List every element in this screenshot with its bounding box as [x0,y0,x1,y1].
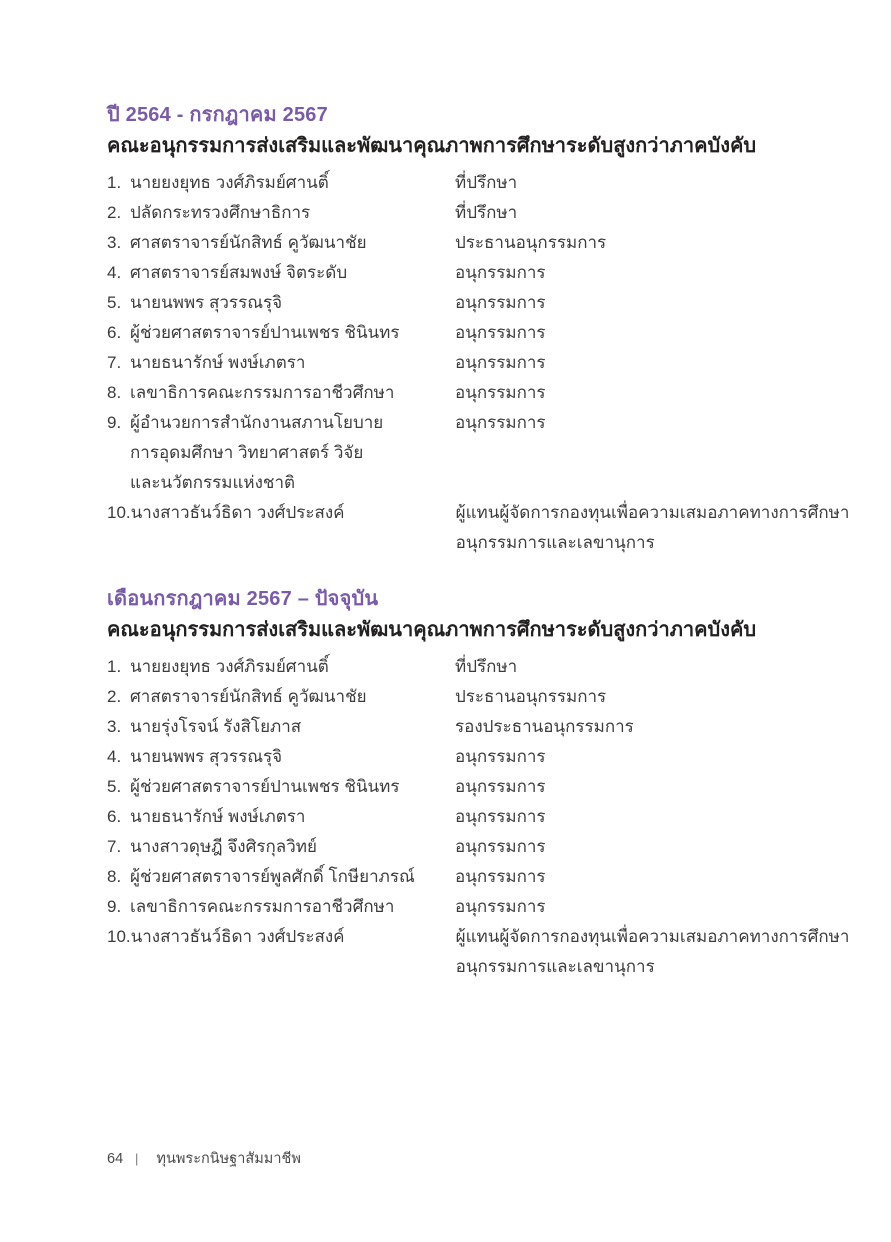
text-line: และนวัตกรรมแห่งชาติ [130,473,296,492]
text-line: นายนพพร สุวรรณรุจิ [130,293,283,312]
member-name [130,682,455,712]
member-number: 8. [107,867,122,886]
member-row [107,318,817,348]
period-heading: ปี 2564 - กรกฎาคม 2567 [107,104,328,126]
committee-heading: คณะอนุกรรมการส่งเสริมและพัฒนาคุณภาพการศึกษาระดับสูงกว่าภาคบังคับ [107,619,757,641]
member-name [130,742,455,772]
footer-divider-bar: | [135,1151,139,1166]
text-line: อนุกรรมการและเลขานุการ [455,957,655,976]
member-number: 3. [107,233,122,252]
text-line: ประธานอนุกรรมการ [455,233,607,252]
member-row [107,288,817,318]
member-row [107,348,817,378]
text-line: นายยงยุทธ วงศ์ภิรมย์ศานติ์ [130,173,329,192]
member-role [455,228,817,258]
text-line: อนุกรรมการ [455,353,546,372]
text-line: การอุดมศึกษา วิทยาศาสตร์ วิจัย [130,443,364,462]
member-name [130,712,455,742]
text-line: นายรุ่งโรจน์ รังสิโยภาส [130,717,302,736]
member-name [130,408,455,498]
text-line: ที่ปรึกษา [455,173,518,192]
member-row [107,892,817,922]
member-name [130,772,455,802]
member-role [456,498,850,558]
text-line: ผู้แทนผู้จัดการกองทุนเพื่อความเสมอภาคทางการศึกษา [455,503,850,522]
text-line: นายยงยุทธ วงศ์ภิรมย์ศานติ์ [130,657,329,676]
member-name [131,922,456,952]
period-heading: เดือนกรกฎาคม 2567 – ปัจจุบัน [107,588,379,610]
member-number: 6. [107,807,122,826]
text-line: ผู้ช่วยศาสตราจารย์ปานเพชร ชินินทร [130,777,400,796]
text-line: ศาสตราจารย์นักสิทธ์ คูวัฒนาชัย [130,233,367,252]
member-number: 1. [107,173,122,192]
member-number: 10. [107,927,131,946]
member-row [107,742,817,772]
text-line: ประธานอนุกรรมการ [455,687,607,706]
member-role [455,168,817,198]
member-role [455,682,817,712]
member-name [130,228,455,258]
text-line: อนุกรรมการ [455,897,546,916]
member-number: 8. [107,383,122,402]
member-role [455,862,817,892]
member-name [130,892,455,922]
text-line: นายนพพร สุวรรณรุจิ [130,747,283,766]
member-role [455,772,817,802]
text-line: อนุกรรมการ [455,413,546,432]
book-title: ทุนพระกนิษฐาสัมมาชีพ [156,1151,301,1167]
text-line: ผู้ช่วยศาสตราจารย์พูลศักดิ์ โกษียาภรณ์ [130,867,415,886]
member-name [130,832,455,862]
committee-heading: คณะอนุกรรมการส่งเสริมและพัฒนาคุณภาพการศึกษาระดับสูงกว่าภาคบังคับ [107,135,757,157]
member-number: 3. [107,717,122,736]
member-role [455,348,817,378]
member-name [130,802,455,832]
member-role [455,652,817,682]
member-row [107,832,817,862]
member-number: 2. [107,203,122,222]
text-line: อนุกรรมการ [455,807,546,826]
member-number: 6. [107,323,122,342]
text-line: ผู้อำนวยการสำนักงานสภานโยบาย [130,413,384,432]
member-row [107,682,817,712]
text-line: อนุกรรมการ [455,383,546,402]
text-line: ศาสตราจารย์นักสิทธ์ คูวัฒนาชัย [130,687,367,706]
member-number: 5. [107,777,122,796]
text-line: นางสาวธันว์ธิดา วงศ์ประสงค์ [130,927,345,946]
member-name [130,198,455,228]
text-line: อนุกรรมการ [455,777,546,796]
text-line: ผู้ช่วยศาสตราจารย์ปานเพชร ชินินทร [130,323,400,342]
member-row [107,802,817,832]
member-role [455,892,817,922]
text-line: นายธนารักษ์ พงษ์เภตรา [130,353,306,372]
section-2564-to-jul-2567 [107,102,850,558]
text-line: เลขาธิการคณะกรรมการอาชีวศึกษา [130,897,395,916]
section-jul-2567-to-present [107,586,850,982]
member-row [107,862,817,892]
member-name [130,348,455,378]
member-role [456,922,850,982]
text-line: ศาสตราจารย์สมพงษ์ จิตระดับ [130,263,348,282]
member-name [130,168,455,198]
member-role [455,712,817,742]
member-list [107,168,850,558]
member-row [107,408,817,498]
member-row [107,228,817,258]
text-line: อนุกรรมการ [455,867,546,886]
member-role [455,198,817,228]
page-footer [107,1148,301,1170]
text-line: อนุกรรมการ [455,263,546,282]
member-row [107,378,817,408]
member-name [131,498,456,528]
member-row [107,258,817,288]
text-line: ปลัดกระทรวงศึกษาธิการ [130,203,311,222]
member-row [107,772,817,802]
member-row [107,168,817,198]
text-line: อนุกรรมการ [455,747,546,766]
text-line: นางสาวธันว์ธิดา วงศ์ประสงค์ [130,503,345,522]
text-line: นายธนารักษ์ พงษ์เภตรา [130,807,306,826]
text-line: อนุกรรมการ [455,323,546,342]
text-line: รองประธานอนุกรรมการ [455,717,634,736]
text-line: ที่ปรึกษา [455,203,518,222]
member-name [130,378,455,408]
page-content [107,102,850,982]
member-role [455,832,817,862]
member-number: 5. [107,293,122,312]
text-line: ที่ปรึกษา [455,657,518,676]
member-number: 10. [107,503,131,522]
member-role [455,318,817,348]
member-role [455,288,817,318]
member-role [455,802,817,832]
member-row [107,498,850,558]
member-row [107,712,817,742]
member-list [107,652,850,982]
text-line: ผู้แทนผู้จัดการกองทุนเพื่อความเสมอภาคทางการศึกษา [455,927,850,946]
member-number: 2. [107,687,122,706]
member-number: 7. [107,837,122,856]
member-row [107,198,817,228]
member-role [455,742,817,772]
text-line: นางสาวดุษฎี จึงศิรกุลวิทย์ [130,837,317,856]
text-line: อนุกรรมการ [455,293,546,312]
member-number: 9. [107,413,122,432]
member-name [130,288,455,318]
member-name [130,862,455,892]
text-line: อนุกรรมการและเลขานุการ [455,533,655,552]
member-role [455,378,817,408]
member-number: 4. [107,747,122,766]
member-row [107,652,817,682]
page-number: 64 [107,1151,124,1167]
member-name [130,652,455,682]
member-number: 1. [107,657,122,676]
member-number: 7. [107,353,122,372]
text-line: เลขาธิการคณะกรรมการอาชีวศึกษา [130,383,395,402]
member-role [455,258,817,288]
member-name [130,258,455,288]
member-role [455,408,817,438]
text-line: อนุกรรมการ [455,837,546,856]
member-name [130,318,455,348]
member-row [107,922,850,982]
member-number: 9. [107,897,122,916]
member-number: 4. [107,263,122,282]
